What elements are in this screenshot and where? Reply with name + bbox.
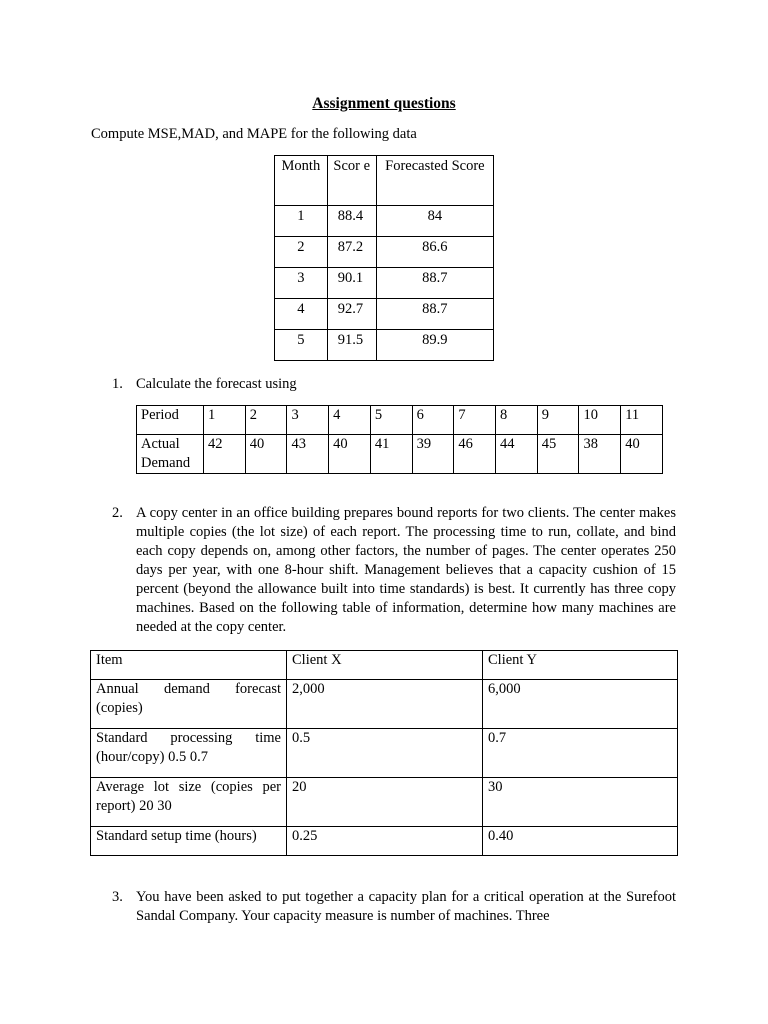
table-cell: 2,000 <box>287 680 483 729</box>
table-row <box>275 206 494 237</box>
table-cell: 3 <box>275 268 328 299</box>
table-cell: 87.2 <box>327 237 376 268</box>
table-cell: Average lot size (copies per report) 20 30 <box>91 778 287 827</box>
table-cell: 39 <box>412 435 454 474</box>
table-cell: 88.4 <box>327 206 376 237</box>
table-cell: 0.25 <box>287 827 483 856</box>
table-cell: 20 <box>287 778 483 827</box>
table-row <box>91 827 678 856</box>
table-cell: 1 <box>204 406 246 435</box>
question-number: 3. <box>112 889 123 905</box>
table-cell: 43 <box>287 435 329 474</box>
intro-text: Compute MSE,MAD, and MAPE for the following data <box>91 126 417 142</box>
question-text: Calculate the forecast using <box>136 376 297 392</box>
table-cell: 5 <box>370 406 412 435</box>
table-cell: Standard setup time (hours) <box>91 827 287 856</box>
table-cell: 1 <box>275 206 328 237</box>
table-cell: 5 <box>275 330 328 361</box>
table-cell: 40 <box>245 435 287 474</box>
client-table <box>90 650 678 856</box>
question-number: 1. <box>112 376 123 392</box>
table-cell: 6,000 <box>483 680 678 729</box>
table-cell: 91.5 <box>327 330 376 361</box>
table-row <box>91 778 678 827</box>
table-cell: 0.40 <box>483 827 678 856</box>
question-text: A copy center in an office building prepares bound reports for two clients. The center makes multiple copies (the lot size) of each report. The processing time to run, collate, and bind each copy depends on, among other factors, the number of pages. The center operates 250 days per year, with one 8-hour shift. Management believes that a capacity cushion of 15 percent (beyond the allowance built into time standards) is best. It currently has three copy machines. Based on the following table of information, determine how many machines are needed at the copy center. <box>136 505 676 635</box>
row-label: Actual Demand <box>137 435 204 474</box>
table-cell: 7 <box>454 406 496 435</box>
table-cell: 84 <box>376 206 493 237</box>
table-cell: 40 <box>329 435 371 474</box>
table-cell: 11 <box>621 406 663 435</box>
header-cell: Scor e <box>327 156 376 206</box>
table-cell: 41 <box>370 435 412 474</box>
header-cell: Month <box>275 156 328 206</box>
table-cell: 86.6 <box>376 237 493 268</box>
table-cell: 0.5 <box>287 729 483 778</box>
table-row <box>91 729 678 778</box>
table-row <box>137 406 663 435</box>
table-cell: Standard processing time (hour/copy) 0.5 0.7 <box>91 729 287 778</box>
header-cell: Client X <box>287 651 483 680</box>
table-row <box>275 299 494 330</box>
page-title: Assignment questions <box>312 95 456 112</box>
table-cell: 89.9 <box>376 330 493 361</box>
table-header-row <box>275 156 494 206</box>
demand-table <box>136 405 663 474</box>
table-cell: 88.7 <box>376 299 493 330</box>
table-cell: 4 <box>275 299 328 330</box>
table-cell: Annual demand forecast (copies) <box>91 680 287 729</box>
row-label: Period <box>137 406 204 435</box>
table-cell: 8 <box>496 406 538 435</box>
question-text: You have been asked to put together a capacity plan for a critical operation at the Surefoot Sandal Company. Your capacity measure is number of machines. Three <box>136 889 676 924</box>
table-row <box>91 680 678 729</box>
header-cell: Client Y <box>483 651 678 680</box>
table-cell: 44 <box>496 435 538 474</box>
table-header-row <box>91 651 678 680</box>
table-cell: 6 <box>412 406 454 435</box>
table-row <box>275 237 494 268</box>
table-cell: 38 <box>579 435 621 474</box>
header-cell: Forecasted Score <box>376 156 493 206</box>
table-cell: 3 <box>287 406 329 435</box>
table-cell: 90.1 <box>327 268 376 299</box>
table-cell: 10 <box>579 406 621 435</box>
table-row <box>137 435 663 474</box>
table-cell: 46 <box>454 435 496 474</box>
table-cell: 30 <box>483 778 678 827</box>
header-cell: Item <box>91 651 287 680</box>
table-cell: 9 <box>537 406 579 435</box>
table-cell: 45 <box>537 435 579 474</box>
table-cell: 0.7 <box>483 729 678 778</box>
forecast-score-table <box>274 155 494 361</box>
table-cell: 42 <box>204 435 246 474</box>
table-cell: 2 <box>275 237 328 268</box>
table-row <box>275 268 494 299</box>
table-cell: 4 <box>329 406 371 435</box>
table-cell: 40 <box>621 435 663 474</box>
table-cell: 2 <box>245 406 287 435</box>
table-cell: 88.7 <box>376 268 493 299</box>
table-row <box>275 330 494 361</box>
question-number: 2. <box>112 505 123 521</box>
table-cell: 92.7 <box>327 299 376 330</box>
